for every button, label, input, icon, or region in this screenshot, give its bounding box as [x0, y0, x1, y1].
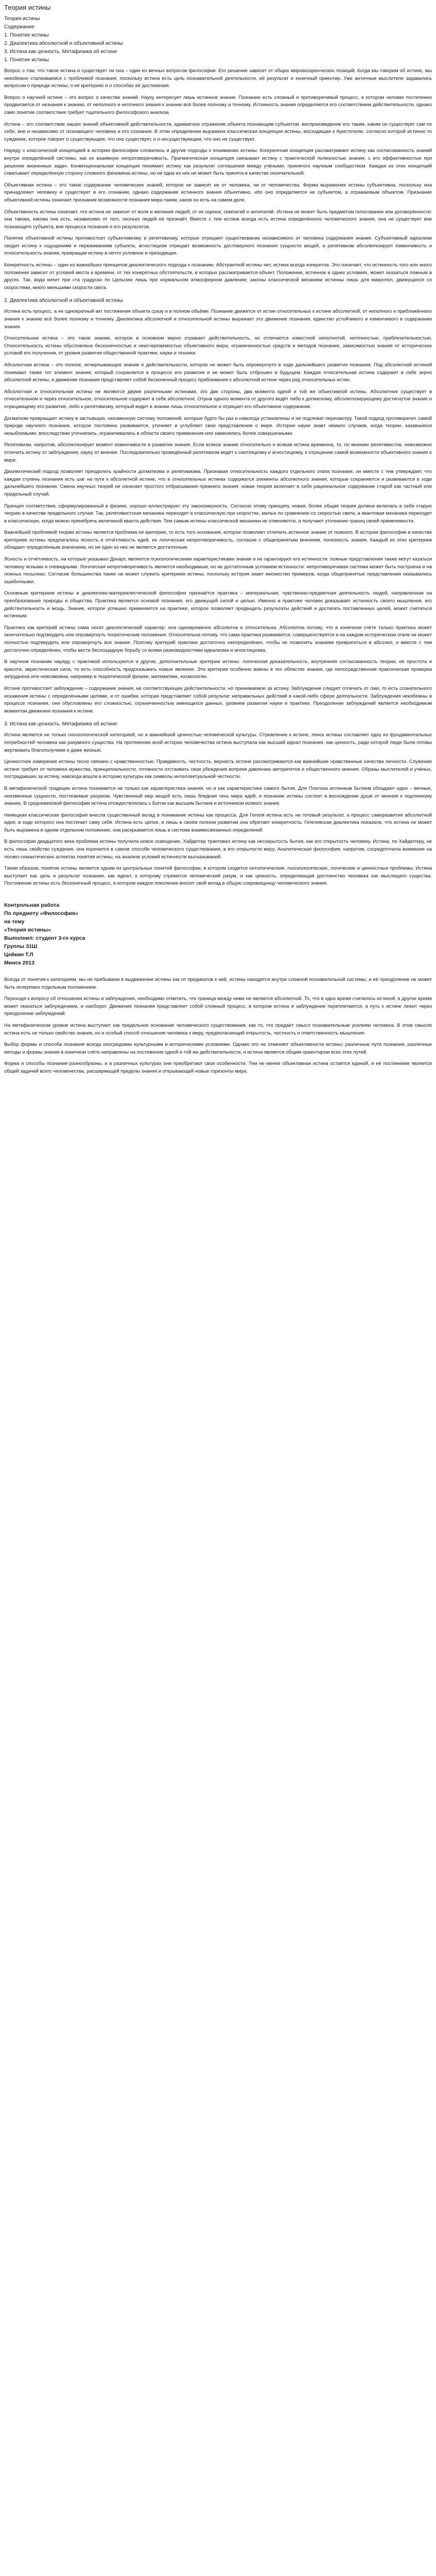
- closing-section: [4, 976, 432, 1076]
- paragraph: Практика как критерий истины сама носит диалектический характер: она одновременно абсолютна и относительна. Абсолютна потому, что в конечном счёте только практика может окончательно подтвердить или опровергнуть теоретические положения. Относительна потому, что сама практика развивается, совершенствуется и на каждом историческом этапе не может полностью подтвердить или опровергнуть все знания. Поэтому критерий практики достаточно неопределёнен, чтобы не позволять знаниям превратиться в абсолют, и вместе с тем достаточно определёнен, чтобы вести беспощадную борьбу со всеми разновидностями идеализма и агностицизма.: [4, 624, 432, 653]
- paragraph: В научном познании наряду с практикой используются и другие, дополнительные критерии истины: логическая доказательность, внутренняя согласованность теории, её простота и красота, эвристическая сила, то есть способность предсказывать новые явления. Эти критерии особенно важны в тех областях знания, где непосредственная практическая проверка затруднена или невозможна, например в теоретической физике, математике, космологии.: [4, 659, 432, 680]
- toc-label: Содержание: [4, 24, 34, 30]
- topic-title: «Теория истины»: [4, 927, 51, 934]
- paragraph: Переходя к вопросу об отношении истины и заблуждения, необходимо отметить, что граница между ними не является абсолютной. То, что в одно время считалось истиной, в другое время может оказаться заблуждением, и наоборот. Движение познания представляет собой сложный процесс, в котором истина и заблуждение переплетаются, а путь к истине лежит через преодоление заблуждений.: [4, 996, 432, 1017]
- paragraph: Абсолютная и относительная истины не являются двумя различными истинами, это две стороны, два момента одной и той же объективной истины. Абсолютное существует в относительном и через относительное, относительное содержит в себе абсолютное. Отрыв одного момента от другого ведёт либо к догматизму, абсолютизирующему достигнутое знание и отрицающему его развитие, либо к релятивизму, который видит в знании лишь относительное и отрицает его объективное содержание.: [4, 388, 432, 410]
- paragraph: Ценностное измерение истины тесно связано с нравственностью. Правдивость, честность, верность истине рассматриваются как важнейшие нравственные качества личности. Служение истине требует от человека мужества, принципиальности, готовности отстаивать свои убеждения вопреки давлению авторитетов и общественного мнения. Образы мыслителей и учёных, пострадавших за истину, навсегда вошли в историю культуры как символы интеллектуальной честности.: [4, 759, 432, 780]
- section-heading: 2. Диалектика абсолютной и объективной истины: [4, 298, 123, 304]
- paragraph: Форма и способы познания разнообразны, и в различных культурах они приобретают свои особенности. Тем не менее объективная истина остаётся единой, и её постижение является общей задачей всего человечества, расширяющей пределы знания и открывающей новые горизонты мира.: [4, 1061, 432, 1074]
- paragraph: Истина является не только гносеологической категорией, но и важнейшей ценностью человеческой культуры. Стремление к истине, поиск истины составляет одну из фундаментальных потребностей человека как разумного существа. На протяжении всей истории человечества истина выступала как высший идеал познания, как ценность, ради которой люди были готовы жертвовать благополучием и даже жизнью.: [4, 732, 432, 753]
- city-year: Минск 2013: [4, 960, 34, 967]
- paragraph: Объективность истины означает, что истина не зависит от воли и желания людей, от их оценок, симпатий и антипатий. Истина не может быть предметом голосования или договорённости: она такова, какова она есть, независимо от того, сколько людей её признаёт. Вместе с тем истина всегда есть истина определённого человеческого знания, она не существует вне познающего субъекта, вне процесса познания и его результатов.: [4, 209, 432, 230]
- intro-section: [4, 67, 432, 292]
- paragraph: Ясность и отчётливость, на которые указывал Декарт, являются психологическими характеристиками знания и не гарантируют его истинности: ложные представления также могут казаться человеку ясными и очевидными. Логическая непротиворечивость является необходимым, но не достаточным условием истинности: непротиворечивая система может быть построена и на ложных посылках. Согласие большинства также не может служить критерием истины, поскольку история знает множество примеров, когда общепринятые представления оказывались ошибочными.: [4, 556, 432, 585]
- paragraph: Вопрос о том, что такое истина и существует ли она – один из вечных вопросов философии. Его решение зависит от общих мировоззренческих позиций. Когда мы говорим об истине, мы неизбежно сталкиваемся с проблемой познания, поскольку истина есть цель познавательной деятельности, её результат и конечный ориентир. Уже античные мыслители задавались вопросом о природе истины, о её критериях и о способах её достижения.: [4, 68, 432, 89]
- toc-item: 1. Понятие истины: [4, 57, 49, 63]
- paragraph: Понятие объективной истины противостоит субъективизму и релятивизму, которые отрицают существование независимого от человека содержания знания. Субъективный идеализм сводит истину к ощущениям и переживаниям субъекта, агностицизм отрицает возможность достоверного познания сущности вещей, а релятивизм абсолютизирует изменчивость и относительность знания, превращая истину в нечто условное и преходящее.: [4, 235, 432, 257]
- group-line: Группы 31Ш: [4, 943, 38, 950]
- title-page-block: [4, 901, 432, 967]
- paragraph: Вопрос о научной истине – это вопрос о качестве знаний. Науку интересует лишь истинное знание. Познание есть сложный и противоречивый процесс, в котором человек постепенно продвигается от незнания к знанию, от неполного и неточного знания к знанию всё более полному и точному. Истинность знания определяется его соответствием действительности, однако само понятие соответствия требует тщательного философского анализа.: [4, 94, 432, 115]
- topic-label: на тему: [4, 919, 25, 925]
- paragraph: Релятивизм, напротив, абсолютизирует момент изменчивости в развитии знания. Если всякое знание относительно и всякая истина временна, то, по мнению релятивистов, невозможно отличить истину от заблуждения, науку от мнения. Последовательно проведённый релятивизм ведёт к скептицизму и агностицизму, к отрицанию самой возможности объективного знания о мире.: [4, 442, 432, 463]
- table-of-contents: [4, 31, 432, 64]
- author-name: Цейкин Т.Л: [4, 952, 33, 958]
- toc-item: 2. Диалектика абсолютной и объективной истины: [4, 41, 123, 46]
- paragraph: Диалектический подход позволяет преодолеть крайности догматизма и релятивизма. Признавая относительность каждого отдельного этапа познания, он вместе с тем утверждает, что каждая ступень познания есть шаг на пути к абсолютной истине, что в относительных истинах содержатся элементы абсолютного знания, которые сохраняются и развиваются в ходе дальнейшего познания. Смена научных теорий не означает простого отбрасывания прежнего знания: новая теория включает в себя рациональное содержание старой как частный или предельный случай.: [4, 469, 432, 497]
- paragraph: На метафизическом уровне истина выступает как предельное основание человеческого существования, как то, что придаёт смысл познавательным усилиям человека. В этом смысле истина есть не только свойство знания, но и особый способ отношения человека к миру, предполагающий открытость, честность и ответственность мышления.: [4, 1023, 432, 1036]
- section-value: [4, 720, 432, 888]
- paragraph: Основным критерием истины в диалектико-материалистической философии признаётся практика – материальная, чувственно-предметная деятельность людей, направленная на преобразование природы и общества. Практика является основой познания, его движущей силой и целью. Именно в практике человек доказывает истинность своего мышления, его действительность и мощь. Знание, которое успешно применяется на практике, которое позволяет предвидеть результаты действий и достигать поставленных целей, может считаться истинным.: [4, 590, 432, 619]
- subject-line: По предмету «Философия»: [4, 910, 78, 917]
- paragraph: Всегда от понятия к категориям, мы не пребываем в выдвижении истины как от предикатов к ней, истины находятся внутри сложной познавательной системы, и её преодоление не может быть исчерпано отдельным положением.: [4, 977, 432, 990]
- paragraph: Объективная истина – это такое содержание человеческих знаний, которое не зависит ни от человека, ни от человечества. Форма выражения истины субъективна, поскольку она принадлежит человеку и существует в его сознании, однако содержание истинного знания объективно, ибо оно определяется не субъектом, а отражаемым объектом. Признание объективной истины означает признание возможности познания мира таким, каков он есть на самом деле.: [4, 182, 432, 203]
- paragraph: Догматизм превращает истину в застывшую, неизменную систему положений, которые будто бы раз и навсегда установлены и не подлежат пересмотру. Такой подход противоречит самой природе научного познания, которое постоянно развивается, уточняет и углубляет свои представления о мире. История науки знает немало случаев, когда теории, казавшиеся незыблемыми, впоследствии уточнялись, ограничивались в области своего применения или заменялись более совершенными.: [4, 415, 432, 436]
- paragraph: Выбор формы и способа познания всегда опосредован культурными и историческими условиями. Однако это не отменяет объективности истины: различные пути познания, различные методы и формы знания в конечном счёте направлены на постижение одной и той же действительности, и истина является общим ориентиром всех этих путей.: [4, 1042, 432, 1055]
- paragraph: Истине противостоит заблуждение – содержание знания, не соответствующее действительности, но принимаемое за истину. Заблуждение следует отличать от лжи, то есть сознательного искажения истины с определёнными целями, и от ошибки, которая представляет собой результат неправильных действий в какой-либо сфере деятельности. Заблуждения неизбежны в процессе познания, они обусловлены его сложностью, ограниченностью имеющихся данных, уровнем развития науки и практики. Преодоление заблуждений является необходимым моментом движения познания к истине.: [4, 685, 432, 714]
- author-line: Выполнил: студент 3-го курса: [4, 935, 85, 942]
- paragraph: Истина есть процесс, а не однократный акт постижения объекта сразу и в полном объёме. Познание движется от истин относительных к истине абсолютной, от неполного и приближённого знания к знанию всё более полному и точному. Диалектика абсолютной и относительной истины выражает это движение познания, единство устойчивого и изменчивого в содержании знания.: [4, 309, 432, 330]
- document-subtitle: Теория истины: [4, 16, 40, 22]
- work-type: Контрольная работа: [4, 902, 60, 909]
- paragraph: Немецкая классическая философия внесла существенный вклад в понимание истины как процесса. Для Гегеля истина есть не готовый результат, а процесс саморазвития абсолютной идеи, в ходе которого она постигает саму себя. Истина есть целое, и лишь в своём полном развитии она обретает конкретность. Гегелевская диалектика показала, что истина не может быть выражена в одном отдельном положении, она раскрывается лишь в системе взаимосвязанных определений.: [4, 812, 432, 833]
- paragraph: Таким образом, понятие истины является одним из центральных понятий философии, в котором сходятся онтологические, гносеологические, логические и ценностные проблемы. Истина выступает как цель и результат познания, как идеал, к которому стремится человеческий разум, и как ценность, определяющая достоинство человека как мыслящего существа. Постижение истины есть бесконечный процесс, в котором каждое поколение вносит свой вклад в общую сокровищницу человеческого знания.: [4, 866, 432, 887]
- section-dialectics: [4, 297, 432, 715]
- section-heading: 3. Истина как ценность. Метафизика об истине: [4, 721, 117, 727]
- paragraph: Абсолютная истина – это полное, исчерпывающее знание о действительности, которое не может быть опровергнуто в ходе дальнейшего развития познания. Под абсолютной истиной понимают также тот элемент знания, который сохраняется в процессе его развития и не может быть отброшен в будущем. Каждая относительная истина содержит в себе зерно абсолютной истины, и движение познания представляет собой бесконечный процесс приближения к абсолютной истине через ряд относительных истин.: [4, 362, 432, 383]
- document-title: Теория истины: [4, 4, 51, 11]
- toc-item: 1. Понятие истины: [4, 32, 49, 38]
- paragraph: Относительная истина – это такое знание, которое в основном верно отражает действительность, но отличается известной неполнотой, неточностью, приблизительностью. Относительность истины обусловлена бесконечностью и неисчерпаемостью объективного мира, ограниченностью средств и методов познания, зависимостью знания от исторических условий его получения, от уровня развития общественной практики, науки и техники.: [4, 335, 432, 357]
- paragraph: В метафизической традиции истина понимается не только как характеристика знания, но и как характеристика самого бытия. Для Платона истинным бытием обладают идеи – вечные, неизменные сущности, постигаемые разумом. Чувственный мир вещей есть лишь бледная тень мира идей, и познание истины состоит в восхождении души от мнения к подлинному знанию. В средневековой философии истина отождествлялась с Богом как высшим бытием и источником всякого знания.: [4, 785, 432, 807]
- paragraph: Наряду с классической концепцией в истории философии сложились и другие подходы к пониманию истины. Когерентная концепция рассматривает истину как согласованность знаний внутри определённой системы, как их взаимную непротиворечивость. Прагматическая концепция связывает истину с практической полезностью знания, с его эффективностью при решении жизненных задач. Конвенциональная концепция понимает истину как результат соглашения между учёными, принятого научным сообществом. Каждая из этих концепций схватывает определённую сторону сложного феномена истины, но ни одна из них не может быть принята в качестве окончательной.: [4, 148, 432, 177]
- paragraph: В философии двадцатого века проблема истины получила новое освещение. Хайдеггер трактовал истину как несокрытость бытия, как его открытость человеку. Истина, по Хайдеггеру, не есть лишь свойство суждения, она коренится в самом способе человеческого существования, в его открытости миру. Аналитическая философия, напротив, сосредоточила внимание на логико-семантических аспектах понятия истины, на анализе условий истинности высказываний.: [4, 839, 432, 860]
- paragraph: Конкретность истины – один из важнейших принципов диалектического подхода к познанию. Абстрактной истины нет, истина всегда конкретна. Это означает, что истинность того или иного положения зависит от условий места и времени, от тех конкретных обстоятельств, в которых рассматривается объект. Положение, истинное в одних условиях, может оказаться ложным в других. Так, вода кипит при ста градусах по Цельсию лишь при нормальном атмосферном давлении; законы классической механики истинны лишь для макротел, движущихся со скоростями, много меньшими скорости света.: [4, 262, 432, 291]
- paragraph: Истина – это соответствие наших знаний объективной действительности, адекватное отражение объекта познающим субъектом, воспроизведение его таким, каким он существует сам по себе, вне и независимо от познающего человека и его сознания. В этом определении выражена классическая концепция истины, восходящая к Аристотелю, согласно которой истинно то суждение, которое говорит о существующем, что оно существует, и о несуществующем, что оно не существует.: [4, 121, 432, 142]
- paragraph: Важнейшей проблемой теории истины является проблема её критерия, то есть того основания, которое позволяет отличить истинное знание от ложного. В истории философии в качестве критериев истины предлагались ясность и отчётливость идей, их логическая непротиворечивость, согласие с общепринятым мнением, полезность знания. Каждый из этих критериев обладает определённым значением, но ни один из них не является достаточным.: [4, 530, 432, 551]
- toc-item: 3. Истина как ценность. Метафизика об истине: [4, 49, 117, 55]
- paragraph: Принцип соответствия, сформулированный в физике, хорошо иллюстрирует эту закономерность. Согласно этому принципу, новая, более общая теория должна включать в себя старую теорию в качестве предельного случая. Так, релятивистская механика переходит в классическую при скоростях, малых по сравнению со скоростью света, а квантовая механика переходит в классическую, когда можно пренебречь величиной кванта действия. Тем самым истины классической механики не отменяются, а получают уточнение границ своей применимости.: [4, 503, 432, 524]
